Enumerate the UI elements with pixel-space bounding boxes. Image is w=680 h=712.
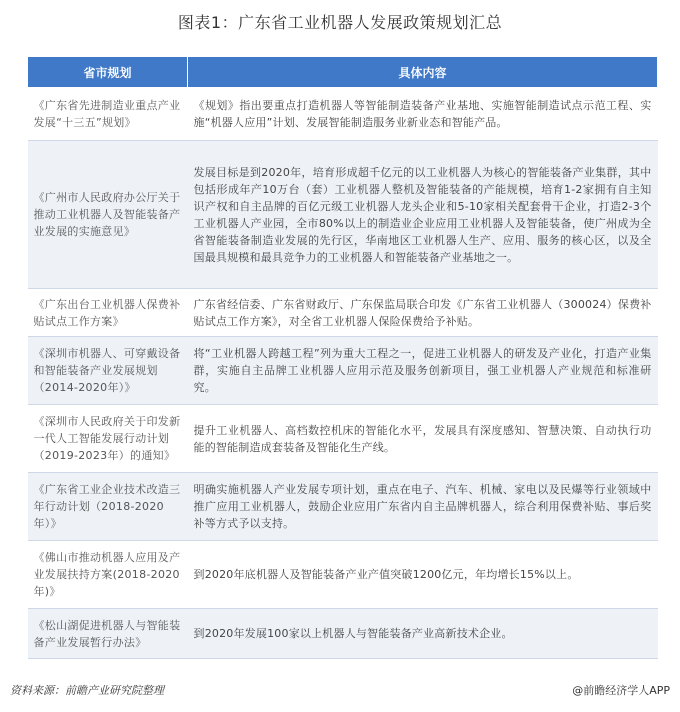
source-note: 资料来源：前瞻产业研究院整理 [10, 684, 164, 697]
row-plan-name: 《深圳市机器人、可穿戴设备和智能装备产业发展规划（2014-2020年）》 [28, 337, 188, 405]
table-row [28, 541, 658, 609]
policy-table [27, 56, 658, 659]
header-details: 具体内容 [188, 57, 658, 88]
row-plan-name: 《广东出台工业机器人保费补贴试点工作方案》 [28, 289, 188, 337]
row-plan-name: 《佛山市推动机器人应用及产业发展扶持方案(2018-2020年)》 [28, 541, 188, 609]
row-plan-content: 将“工业机器人跨越工程”列为重大工程之一，促进工业机器人的研发及产业化，打造产业集群，实施自主品牌工业机器人应用示范及服务创新项目，强工业机器人产业规范和标准研究。 [188, 337, 658, 405]
table-row [28, 473, 658, 541]
row-plan-content: 广东省经信委、广东省财政厅、广东保监局联合印发《广东省工业机器人（300024）保费补贴试点工作方案》，对全省工业机器人保险保费给予补贴。 [188, 289, 658, 337]
row-plan-content: 明确实施机器人产业发展专项计划，重点在电子、汽车、机械、家电以及民爆等行业领域中推广应用工业机器人，鼓励企业应用广东省内自主品牌机器人，综合利用保费补贴、事后奖补等方式予以支持。 [188, 473, 658, 541]
row-plan-name: 《松山湖促进机器人与智能装备产业发展暂行办法》 [28, 609, 188, 659]
row-plan-content: 到2020年发展100家以上机器人与智能装备产业高新技术企业。 [188, 609, 658, 659]
header-province-plan: 省市规划 [28, 57, 188, 88]
table-header-row [28, 57, 658, 88]
row-plan-name: 《深圳市人民政府关于印发新一代人工智能发展行动计划（2019-2023年）的通知》 [28, 405, 188, 473]
table-row [28, 405, 658, 473]
table-row [28, 88, 658, 141]
table-row [28, 337, 658, 405]
table-row [28, 609, 658, 659]
brand-credit: @前瞻经济学人APP [572, 684, 670, 697]
row-plan-name: 《广东省先进制造业重点产业发展“十三五”规划》 [28, 88, 188, 141]
table-row [28, 141, 658, 289]
row-plan-content: 提升工业机器人、高档数控机床的智能化水平，发展具有深度感知、智慧决策、自动执行功能的智能制造成套装备及智能化生产线。 [188, 405, 658, 473]
row-plan-name: 《广东省工业企业技术改造三年行动计划（2018-2020年）》 [28, 473, 188, 541]
row-plan-content: 到2020年底机器人及智能装备产业产值突破1200亿元，年均增长15%以上。 [188, 541, 658, 609]
row-plan-name: 《广州市人民政府办公厅关于推动工业机器人及智能装备产业发展的实施意见》 [28, 141, 188, 289]
chart-title: 图表1：广东省工业机器人发展政策规划汇总 [177, 13, 503, 32]
row-plan-content: 发展目标是到2020年，培育形成超千亿元的以工业机器人为核心的智能装备产业集群，其中包括形成年产10万台（套）工业机器人整机及智能装备的产能规模，培育1-2家拥有自主知识产权和自主品牌的百亿元级工业机器人龙头企业和5-10家相关配套骨干企业，打造2-3个工业机器人产业园，全市80%以上的制造业企业应用工业机器人及智能装备，使广州成为全省智能装备制造业发展的先行区，华南地区工业机器人生产、应用、服务的核心区，以及全国最具规模和最具竞争力的工业机器人和智能装备产业基地之一。 [188, 141, 658, 289]
row-plan-content: 《规划》指出要重点打造机器人等智能制造装备产业基地、实施智能制造试点示范工程、实施“机器人应用”计划、发展智能制造服务业新业态和智能产品。 [188, 88, 658, 141]
table-row [28, 289, 658, 337]
